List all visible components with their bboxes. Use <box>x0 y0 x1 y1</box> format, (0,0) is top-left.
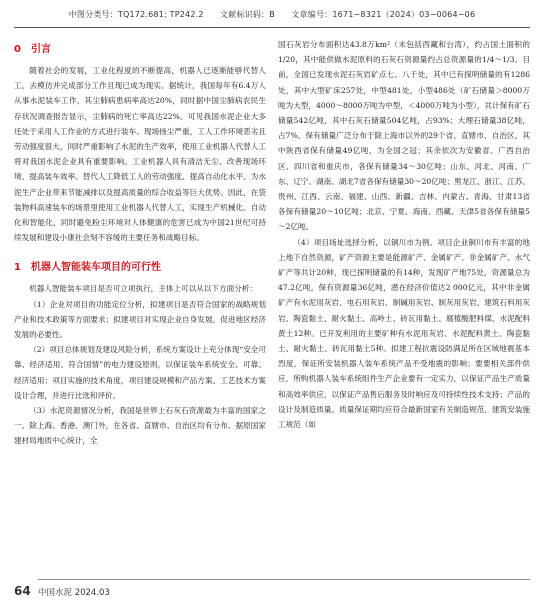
section-heading-introduction <box>14 41 266 59</box>
resource-paragraph-continued: 国石灰岩分布面积达43.8万km²（未包括西藏和台湾），约占国土面积的1/20，其中能供做水泥原料的石灰石资源量约占总资源量的1/4～1/3。目前，全国已发现水泥石灰岩矿点七、八千处，其中已有探明储量的有1286处，其中大型矿床257处，中型481处，小型486处（矿石储量＞8000万吨为大型，4000～8000万吨为中型，＜4000万吨为小型），共计保有矿石储量542亿吨，其中石灰石储量504亿吨，占93%；大理石储量38亿吨，占7%。保有储量广泛分布于除上海市以外的29个省、直辖市、自治区，其中陕西省保有储量49亿吨，为全国之冠；其余依次为安徽省、广西自治区、四川省和重庆市，各保有储量34～30亿吨；山东、河北、河南、广东、辽宁、湖南、湖北7省各保有储量30～20亿吨；黑龙江、浙江、江苏、贵州、江西、云南、福建、山西、新疆、吉林、内蒙古、青海、甘肃13省各保有储量20～10亿吨；北京、宁夏、海南、西藏、天津5省各保有储量5～2亿吨。 <box>278 40 530 232</box>
site-selection-paragraph: （4）项目场址选择分析，以铜川市为例。项目企业铜川市有丰富的地上地下自然资源，矿产资源主要是能源矿产、金属矿产、非金属矿产、水气矿产等共计20种，现已探明储量的有14种，发现矿产地75处，资源量总为47.2亿吨，保有资源量36亿吨，潜在经济价值达2 000亿元，其中非金属矿产有水泥用灰岩、电石用灰岩、制碱用灰岩、制灰用灰岩、建筑石料用灰岩、陶瓷黏土、耐火黏土、高岭土、砖瓦用黏土、腐植酸肥料煤、水泥配料黄土12种。已开发利用的主要矿种有水泥用灰岩、水泥配料黄土、陶瓷黏土、耐火黏土、砖瓦用黏土5种。拟建工程抗震设防满足所在区域地震基本烈度，保证所安装机器人装车系统产品不受地震的影响；要要相关部件供应，所购机器人装车系统组件生产企业要有一定实力，以保证产品生产质量和高效率供应，以保证产品售后服务及时响应及可持续性技术支持；产品的设计及制造质量、质量保证期均应符合最新国家有关制造规范、建筑安装施工规范（如 <box>278 237 530 430</box>
feasibility-item-3: （3）水泥资源情况分析，我国是世界上石灰石资源最为丰富的国家之一。除上海、香港、澳门外，在各省、直辖市、自治区均有分布。据原国家建材局地质中心统计，全 <box>14 406 266 446</box>
left-column <box>14 37 266 449</box>
article-classification-header: 中图分类号：TQ172.681; TP242.2 文献标识码：B 文章编号：1671−8321（2024）03−0064−06 <box>68 10 476 19</box>
intro-paragraph: 随着社会的发展，工业化程度的不断提高，机器人已逐渐能够代替人工，去模仿并完成部分工作且现已成为现实。据统计，我国每年有6.4万人从事水泥装车工作，其尘肺病患病率高达20%，同时据中国尘肺病农民生存状况调查报告显示，尘肺病的死亡率高达22%。可见我国水泥企业大多还处于采用人工作业的方式进行装车、现场扬尘严重，工人工作环境恶劣且劳动强度很大，同时严重影响了水泥的生产效率，使用工业机器人代替人工将对我国水泥企业具有重要影响。工业机器人具有清洁无尘、改善现场环境、提高装车效率、替代人工降低工人的劳动强度、提高自动化水平、为水泥生产企业带来节能减排以及提高质量的综合收益等巨大优势。因此，在袋装物料高速装车的场景里使用工业机器人代替人工，实现生产机械化、自动化和智能化，同时避免粉尘环境对人体健康的危害已成为中国21世纪可持续发展和建设小康社会刻不容缓的主要任务和战略目标。 <box>14 66 266 243</box>
feasibility-item-1: （1）企业对项目的功能定位分析，拟建项目是否符合国家的战略规划产业和技术政策等方面要求；拟建项目对实现企业自身发展，促进地区经济发展的必要性。 <box>14 299 266 340</box>
section-title: 引言 <box>30 44 51 55</box>
section-gap <box>14 245 266 255</box>
right-column <box>278 37 530 432</box>
section-title: 机器人智能装车项目的可行性 <box>30 262 161 274</box>
header-divider <box>14 27 530 28</box>
section-number: 1 <box>14 262 21 274</box>
section-number: 0 <box>14 44 21 55</box>
feasibility-item-2: （2）项目总体规划及建设风险分析，系统方案设计上充分体现“安全可靠、经济适用、符合国情”的电力建设原则，以保证装车系统安全、可靠、经济适用；项目实施的技术角度，项目建设规模和产品方案、工艺技术方案设计合理，并进行比选和评价。 <box>14 345 266 400</box>
footer-divider <box>38 579 530 580</box>
journal-name-issue: 中国水泥 2024.03 <box>38 588 110 598</box>
page-number: 64 <box>14 584 31 598</box>
section-heading-feasibility <box>14 259 266 277</box>
feasibility-intro: 机器人智能装车项目是否可立项执行，主体上可以从以下方面分析： <box>29 284 257 294</box>
page-footer <box>14 584 530 606</box>
